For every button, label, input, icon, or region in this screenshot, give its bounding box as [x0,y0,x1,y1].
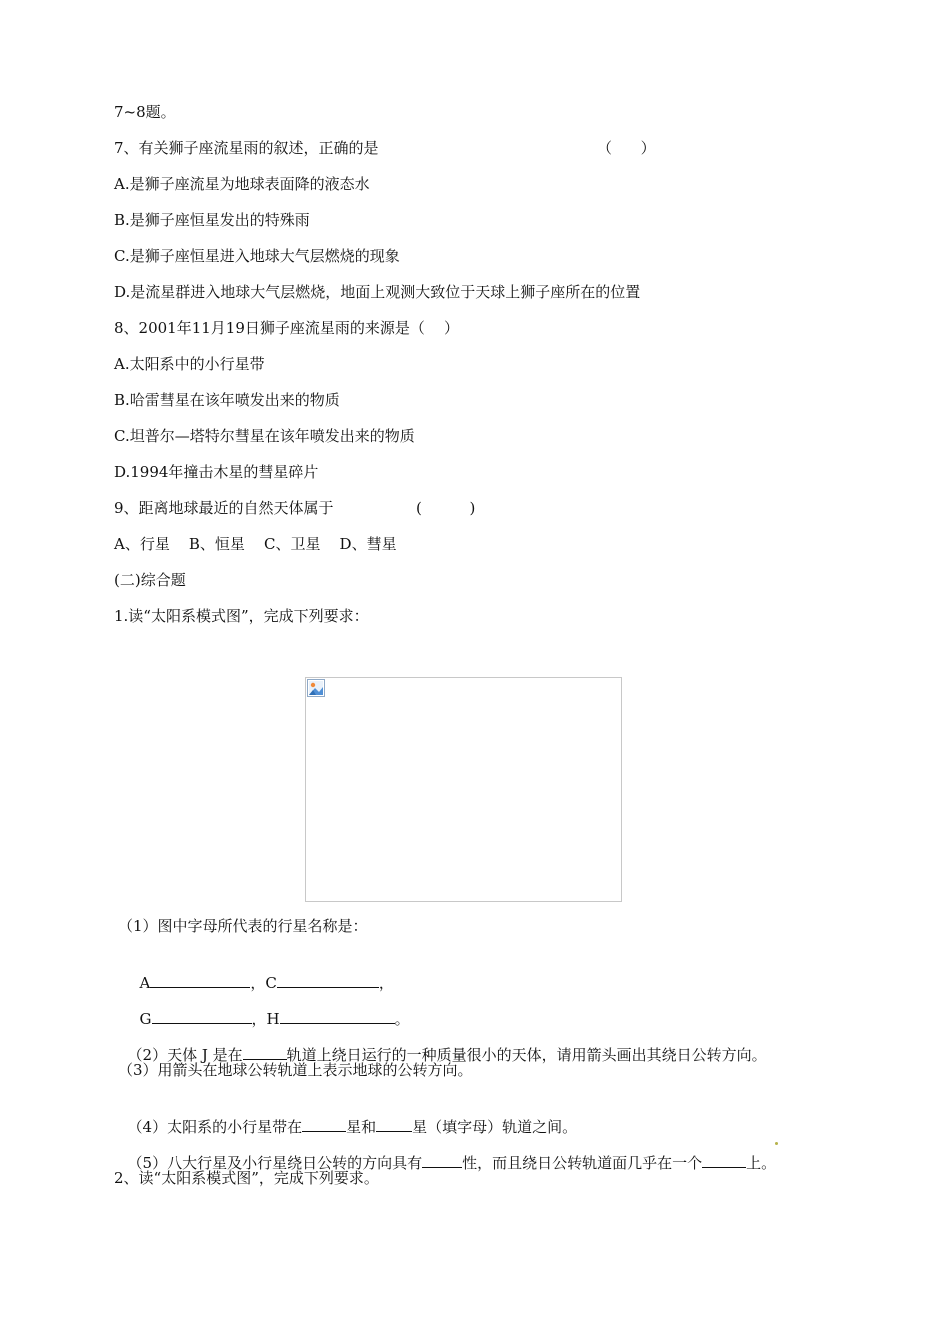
blank-plane[interactable] [702,1152,746,1168]
broken-image-icon [307,679,325,697]
solar-system-figure [305,677,622,902]
question-8: 8、2001年11月19日狮子座流星雨的来源是（ ） [114,319,459,337]
options-row: A、行星 B、恒星 C、卫星 D、彗星 [114,535,397,553]
punct: ， [378,974,394,992]
fill-line-ac [130,952,394,993]
answer-paren: ( ) [416,499,476,517]
blank-a[interactable] [150,972,250,988]
label-c: ，C [250,974,277,992]
option-d: D.是流星群进入地球大气层燃烧，地面上观测大致位于天球上狮子座所在的位置 [114,283,641,301]
text: 性，而且绕日公转轨道面几乎在一个 [462,1154,703,1172]
text: （5）八大行星及小行星绕日公转的方向具有 [127,1154,423,1172]
option-b: B.是狮子座恒星发出的特殊雨 [114,211,310,229]
text: 上。 [746,1154,777,1172]
punct: 。 [394,1010,410,1028]
sub-question-1: （1）图中字母所代表的行星名称是： [118,917,368,935]
text: （4）太阳系的小行星带在 [127,1118,303,1136]
text: 星（填字母）轨道之间。 [412,1118,578,1136]
answer-paren: （ ） [597,139,656,157]
text: 轨道上绕日运行的一种质量很小的天体，请用箭头画出其绕日公转方向。 [286,1046,767,1064]
sub-question-5 [118,1132,776,1173]
option-c: C.坦普尔—塔特尔彗星在该年喷发出来的物质 [114,427,415,445]
sub-question-2 [118,1024,767,1065]
question-7: 7、有关狮子座流星雨的叙述，正确的是 [114,139,379,157]
label-a: A [139,974,151,992]
question-heading: 1.读“太阳系模式图”，完成下列要求： [114,607,369,625]
option-a: A.太阳系中的小行星带 [114,355,265,373]
blank-orbit[interactable] [243,1044,287,1060]
question-heading: 2、读“太阳系模式图”，完成下列要求。 [114,1169,379,1187]
blank-c[interactable] [277,972,379,988]
section-heading: (二)综合题 [114,571,186,589]
label-h: ，H [251,1010,280,1028]
stray-dot [775,1142,778,1145]
blank-h[interactable] [280,1008,395,1024]
label-g: G [139,1010,152,1028]
blank-g[interactable] [152,1008,252,1024]
blank-star-2[interactable] [376,1116,412,1132]
option-d: D.1994年撞击木星的彗星碎片 [114,463,319,481]
text-line: 7~8题。 [114,103,176,121]
option-a: A.是狮子座流星为地球表面降的液态水 [114,175,370,193]
text: 星和 [346,1118,377,1136]
blank-property[interactable] [422,1152,462,1168]
question-9: 9、距离地球最近的自然天体属于 [114,499,334,517]
blank-star-1[interactable] [302,1116,346,1132]
text: （2）天体 J 是在 [127,1046,243,1064]
fill-line-gh [130,988,410,1029]
option-b: B.哈雷彗星在该年喷发出来的物质 [114,391,340,409]
sub-question-4 [118,1096,577,1137]
sub-question-3: （3）用箭头在地球公转轨道上表示地球的公转方向。 [118,1061,473,1079]
option-c: C.是狮子座恒星进入地球大气层燃烧的现象 [114,247,400,265]
